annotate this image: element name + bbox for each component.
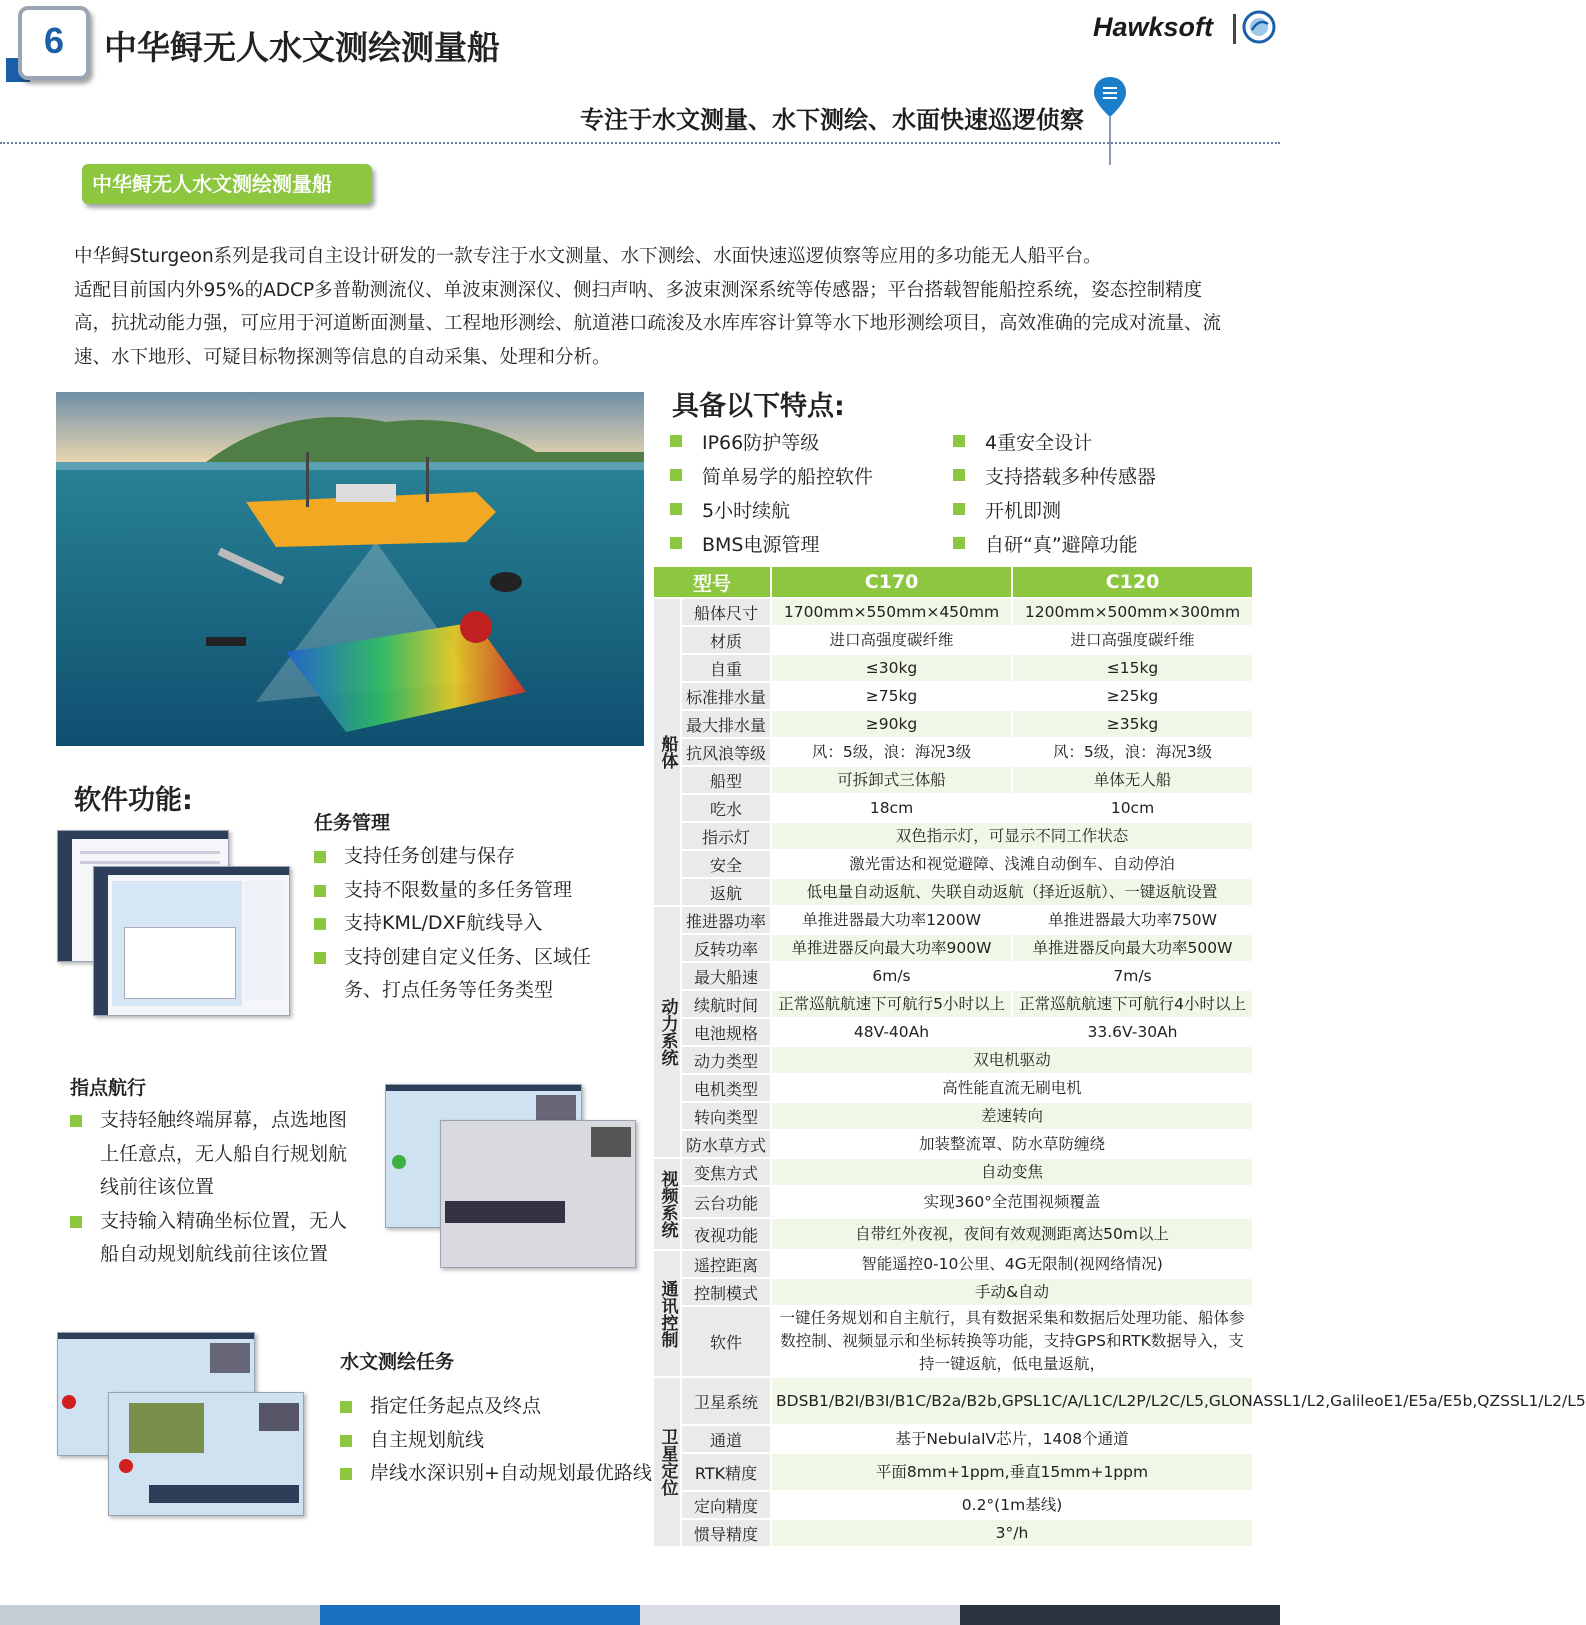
spec-value: 差速转向 xyxy=(771,1102,1253,1130)
spec-label: 最大排水量 xyxy=(681,710,771,738)
spec-row xyxy=(653,1425,1253,1453)
hydro-task-item: 指定任务起点及终点 xyxy=(340,1390,660,1424)
spec-label: 动力类型 xyxy=(681,1046,771,1074)
spec-row xyxy=(653,1519,1253,1547)
feature-item: 简单易学的船控软件 xyxy=(670,462,873,489)
bullet-square-icon xyxy=(340,1435,352,1447)
spec-label: 夜视功能 xyxy=(681,1218,771,1250)
bullet-square-icon xyxy=(670,469,682,481)
spec-value-c170: 风：5级，浪：海况3级 xyxy=(771,738,1012,766)
task-mgmt-item: 支持任务创建与保存 xyxy=(314,840,624,874)
bullet-square-icon xyxy=(314,851,326,863)
spec-row xyxy=(653,1250,1253,1278)
spec-value-c120: 单体无人船 xyxy=(1012,766,1253,794)
spec-value-c120: ≤15kg xyxy=(1012,654,1253,682)
spec-category: 船体 xyxy=(653,598,681,906)
spec-value-c170: 6m/s xyxy=(771,962,1012,990)
intro-paragraph: 适配目前国内外95%的ADCP多普勒测流仪、单波束测深仪、侧扫声呐、多波束测深系统等传感器；平台搭载智能船控系统，姿态控制精度高，抗扰动能力强，可应用于河道断面测量、工程地形测绘、航道港口疏浚及水库库容计算等水下地形测绘项目，高效准确的完成对流量、流速、水下地形、可疑目标物探测等信息的自动采集、处理和分析。 xyxy=(74,279,1222,368)
bullet-square-icon xyxy=(670,503,682,515)
point-nav-screenshot-2 xyxy=(440,1120,636,1268)
feature-item: 自研“真”避障功能 xyxy=(953,530,1138,557)
bullet-square-icon xyxy=(314,885,326,897)
feature-item: IP66防护等级 xyxy=(670,428,819,455)
task-mgmt-item: 支持创建自定义任务、区域任务、打点任务等任务类型 xyxy=(314,941,624,1008)
task-map-screenshot xyxy=(93,866,290,1016)
spec-value-c120: 7m/s xyxy=(1012,962,1253,990)
spec-label: 惯导精度 xyxy=(681,1519,771,1547)
feature-item: 4重安全设计 xyxy=(953,428,1092,455)
header-c170: C170 xyxy=(771,566,1012,598)
spec-label: RTK精度 xyxy=(681,1453,771,1491)
intro-paragraph: 中华鲟Sturgeon系列是我司自主设计研发的一款专注于水文测量、水下测绘、水面快速巡逻侦察等应用的多功能无人船平台。 xyxy=(74,246,1102,267)
bullet-square-icon xyxy=(953,537,965,549)
spec-label: 电机类型 xyxy=(681,1074,771,1102)
brand-name: Hawksoft xyxy=(1093,12,1214,42)
spec-row xyxy=(653,682,1253,710)
point-nav-list xyxy=(70,1104,350,1272)
hydro-task-heading: 水文测绘任务 xyxy=(340,1351,455,1373)
spec-value-c170: 正常巡航航速下可航行5小时以上 xyxy=(771,990,1012,1018)
footer-band-dark xyxy=(960,1605,1280,1625)
spec-label: 推进器功率 xyxy=(681,906,771,934)
spec-row xyxy=(653,1491,1253,1519)
point-nav-item: 支持输入精确坐标位置，无人船自动规划航线前往该位置 xyxy=(70,1205,350,1272)
footer-band-gray xyxy=(0,1605,320,1625)
spec-value: 高性能直流无刷电机 xyxy=(771,1074,1253,1102)
spec-row xyxy=(653,1130,1253,1158)
spec-label: 电池规格 xyxy=(681,1018,771,1046)
task-mgmt-item: 支持不限数量的多任务管理 xyxy=(314,874,624,908)
spec-row xyxy=(653,822,1253,850)
header-c120: C120 xyxy=(1012,566,1253,598)
spec-row xyxy=(653,850,1253,878)
spec-category: 动力系统 xyxy=(653,906,681,1158)
spec-value-c170: 单推进器最大功率1200W xyxy=(771,906,1012,934)
spec-label: 定向精度 xyxy=(681,1491,771,1519)
spec-row xyxy=(653,906,1253,934)
hydro-task-item: 岸线水深识别+自动规划最优路线 xyxy=(340,1457,660,1491)
spec-row xyxy=(653,1453,1253,1491)
spec-value: BDSB1/B2I/B3I/B1C/B2a/B2b,GPSL1C/A/L1C/L2P/L2C/L5,GLONASSL1/L2,GalileoE1/E5a/E5b,QZSSL1/L2/L5 xyxy=(771,1377,1253,1425)
spec-row xyxy=(653,598,1253,626)
spec-value: 激光雷达和视觉避障、浅滩自动倒车、自动停泊 xyxy=(771,850,1253,878)
page-subtitle: 专注于水文测量、水下测绘、水面快速巡逻侦察 xyxy=(580,106,1084,134)
spec-value: 3°/h xyxy=(771,1519,1253,1547)
spec-label: 控制模式 xyxy=(681,1278,771,1306)
task-mgmt-list xyxy=(314,840,624,1008)
spec-value-c120: 33.6V-30Ah xyxy=(1012,1018,1253,1046)
spec-row xyxy=(653,1018,1253,1046)
bullet-square-icon xyxy=(70,1216,82,1228)
spec-label: 材质 xyxy=(681,626,771,654)
spec-row xyxy=(653,1306,1253,1377)
feature-item: 开机即测 xyxy=(953,496,1061,523)
spec-row xyxy=(653,1046,1253,1074)
spec-value: 一键任务规划和自主航行，具有数据采集和数据后处理功能、船体参数控制、视频显示和坐标转换等功能，支持GPS和RTK数据导入，支持一键返航，低电量返航， xyxy=(771,1306,1253,1377)
spec-label: 自重 xyxy=(681,654,771,682)
bullet-square-icon xyxy=(340,1468,352,1480)
spec-value-c120: 单推进器反向最大功率500W xyxy=(1012,934,1253,962)
spec-value-c120: 单推进器最大功率750W xyxy=(1012,906,1253,934)
spec-row xyxy=(653,1158,1253,1186)
spec-value-c120: 正常巡航航速下可航行4小时以上 xyxy=(1012,990,1253,1018)
section-pill: 中华鲟无人水文测绘测量船 xyxy=(82,164,372,204)
bullet-square-icon xyxy=(314,918,326,930)
hydro-task-list xyxy=(340,1390,660,1491)
spec-label: 防水草方式 xyxy=(681,1130,771,1158)
spec-value: 加装整流罩、防水草防缠绕 xyxy=(771,1130,1253,1158)
spec-label: 软件 xyxy=(681,1306,771,1377)
spec-value-c170: ≤30kg xyxy=(771,654,1012,682)
spec-row xyxy=(653,654,1253,682)
spec-row xyxy=(653,626,1253,654)
spec-label: 遥控距离 xyxy=(681,1250,771,1278)
spec-row xyxy=(653,962,1253,990)
spec-value: 智能遥控0-10公里、4G无限制(视网络情况) xyxy=(771,1250,1253,1278)
task-mgmt-heading: 任务管理 xyxy=(314,812,391,834)
spec-value-c170: 18cm xyxy=(771,794,1012,822)
spec-label: 标准排水量 xyxy=(681,682,771,710)
spec-label: 安全 xyxy=(681,850,771,878)
spec-value: 自动变焦 xyxy=(771,1158,1253,1186)
spec-value: 平面8mm+1ppm,垂直15mm+1ppm xyxy=(771,1453,1253,1491)
bullet-square-icon xyxy=(314,952,326,964)
bullet-square-icon xyxy=(670,435,682,447)
spec-label: 船型 xyxy=(681,766,771,794)
spec-table-header xyxy=(653,566,1253,598)
spec-value: 手动&自动 xyxy=(771,1278,1253,1306)
spec-row xyxy=(653,1218,1253,1250)
spec-label: 续航时间 xyxy=(681,990,771,1018)
spec-value-c170: ≥90kg xyxy=(771,710,1012,738)
spec-label: 反转功率 xyxy=(681,934,771,962)
spec-row xyxy=(653,1377,1253,1425)
header-divider xyxy=(0,142,1280,144)
spec-value-c170: 48V-40Ah xyxy=(771,1018,1012,1046)
bullet-square-icon xyxy=(670,537,682,549)
hydro-task-item: 自主规划航线 xyxy=(340,1424,660,1458)
spec-row xyxy=(653,738,1253,766)
feature-item: 5小时续航 xyxy=(670,496,790,523)
brand-separator xyxy=(1233,14,1236,44)
spec-row xyxy=(653,710,1253,738)
spec-value-c120: 1200mm×500mm×300mm xyxy=(1012,598,1253,626)
spec-value-c120: ≥35kg xyxy=(1012,710,1253,738)
spec-row xyxy=(653,878,1253,906)
spec-value-c170: 进口高强度碳纤维 xyxy=(771,626,1012,654)
spec-label: 云台功能 xyxy=(681,1186,771,1218)
spec-value: 低电量自动返航、失联自动返航（择近返航）、一键返航设置 xyxy=(771,878,1253,906)
footer-band-blue xyxy=(320,1605,640,1625)
features-title: 具备以下特点: xyxy=(672,391,845,422)
spec-label: 抗风浪等级 xyxy=(681,738,771,766)
spec-value: 实现360°全范围视频覆盖 xyxy=(771,1186,1253,1218)
spec-row xyxy=(653,1074,1253,1102)
spec-label: 转向类型 xyxy=(681,1102,771,1130)
spec-value: 双电机驱动 xyxy=(771,1046,1253,1074)
location-pin-icon xyxy=(1092,75,1128,165)
spec-label: 最大船速 xyxy=(681,962,771,990)
spec-value: 自带红外夜视，夜间有效观测距离达50m以上 xyxy=(771,1218,1253,1250)
brand-logo-icon xyxy=(1242,10,1276,44)
spec-value-c170: ≥75kg xyxy=(771,682,1012,710)
spec-row xyxy=(653,990,1253,1018)
spec-value-c170: 可拆卸式三体船 xyxy=(771,766,1012,794)
spec-value: 双色指示灯，可显示不同工作状态 xyxy=(771,822,1253,850)
spec-label: 船体尺寸 xyxy=(681,598,771,626)
point-nav-heading: 指点航行 xyxy=(70,1077,147,1099)
spec-value-c170: 1700mm×550mm×450mm xyxy=(771,598,1012,626)
bullet-square-icon xyxy=(953,503,965,515)
page-number-badge xyxy=(18,6,90,80)
spec-label: 返航 xyxy=(681,878,771,906)
spec-label: 卫星系统 xyxy=(681,1377,771,1425)
feature-item: 支持搭载多种传感器 xyxy=(953,462,1156,489)
intro-text xyxy=(74,240,1224,374)
spec-value-c120: 风：5级，浪：海况3级 xyxy=(1012,738,1253,766)
footer-band-light xyxy=(640,1605,960,1625)
spec-value-c170: 单推进器反向最大功率900W xyxy=(771,934,1012,962)
spec-value-c120: ≥25kg xyxy=(1012,682,1253,710)
page-title: 中华鲟无人水文测绘测量船 xyxy=(104,28,500,67)
spec-row xyxy=(653,1186,1253,1218)
spec-row xyxy=(653,934,1253,962)
spec-category: 通讯控制 xyxy=(653,1250,681,1377)
spec-value: 0.2°(1m基线) xyxy=(771,1491,1253,1519)
spec-row xyxy=(653,1102,1253,1130)
spec-label: 通道 xyxy=(681,1425,771,1453)
spec-table xyxy=(652,565,1586,1548)
spec-label: 吃水 xyxy=(681,794,771,822)
bullet-square-icon xyxy=(340,1401,352,1413)
spec-row xyxy=(653,1278,1253,1306)
spec-value: 基于NebulaIV芯片，1408个通道 xyxy=(771,1425,1253,1453)
header-model: 型号 xyxy=(653,566,771,598)
task-mgmt-item: 支持KML/DXF航线导入 xyxy=(314,907,624,941)
spec-label: 变焦方式 xyxy=(681,1158,771,1186)
feature-item: BMS电源管理 xyxy=(670,530,820,557)
software-title: 软件功能: xyxy=(74,785,193,816)
spec-row xyxy=(653,766,1253,794)
survey-boat-image xyxy=(56,392,644,746)
spec-category: 视频系统 xyxy=(653,1158,681,1250)
bullet-square-icon xyxy=(953,469,965,481)
page-number: 6 xyxy=(43,20,65,61)
spec-label: 指示灯 xyxy=(681,822,771,850)
spec-value-c120: 进口高强度碳纤维 xyxy=(1012,626,1253,654)
bullet-square-icon xyxy=(953,435,965,447)
spec-category: 卫星定位 xyxy=(653,1377,681,1547)
bullet-square-icon xyxy=(70,1115,82,1127)
point-nav-item: 支持轻触终端屏幕，点选地图上任意点，无人船自行规划航线前往该位置 xyxy=(70,1104,350,1205)
hydro-task-screenshot-2 xyxy=(108,1392,304,1516)
spec-row xyxy=(653,794,1253,822)
spec-value-c120: 10cm xyxy=(1012,794,1253,822)
